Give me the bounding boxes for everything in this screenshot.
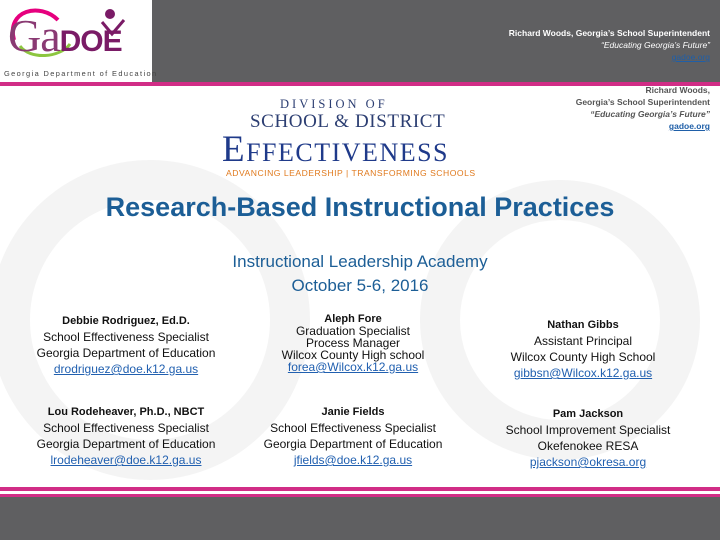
contact-card <box>10 404 242 468</box>
contact-email-link[interactable]: drodriguez@doe.k12.ga.us <box>53 362 199 376</box>
division-of-label: DIVISION OF <box>280 97 388 111</box>
contact-org: Georgia Department of Education <box>263 437 443 451</box>
contact-role: Graduation Specialist <box>295 324 411 338</box>
effectiveness-label: Effectiveness <box>222 129 450 170</box>
header-superintendent-block <box>509 27 710 63</box>
contact-card <box>498 406 678 470</box>
contact-name: Nathan Gibbs <box>547 319 619 331</box>
contact-org: Wilcox County High School <box>510 350 656 364</box>
superintendent-name-line2: Georgia’s School Superintendent <box>575 97 710 107</box>
contact-card <box>10 313 242 377</box>
contact-name: Debbie Rodriguez, Ed.D. <box>62 315 190 327</box>
superintendent-name: Richard Woods, Georgia’s School Superintendent <box>508 28 710 38</box>
contact-card <box>488 317 678 381</box>
page-title: Research-Based Instructional Practices <box>105 192 615 222</box>
contact-email-link[interactable]: gibbsn@Wilcox.k12.ga.us <box>513 366 653 380</box>
division-tagline: ADVANCING LEADERSHIP | TRANSFORMING SCHOOLS <box>226 168 476 178</box>
contact-name: Janie Fields <box>321 406 385 418</box>
contact-org: Okefenokee RESA <box>537 439 639 453</box>
logo-wordmark <box>8 6 122 72</box>
contact-role: School Effectiveness Specialist <box>43 421 209 435</box>
contact-card <box>252 313 454 373</box>
footer-bar <box>0 497 720 540</box>
header-gadoe-link[interactable]: gadoe.org <box>671 52 710 62</box>
motto-repeat: “Educating Georgia’s Future” <box>590 109 710 119</box>
logo-doe: DOE <box>59 25 122 58</box>
header-bar <box>0 0 720 82</box>
contact-org: Georgia Department of Education <box>36 346 216 360</box>
contact-email-link[interactable]: forea@Wilcox.k12.ga.us <box>287 360 419 374</box>
superintendent-block-repeat <box>576 84 710 132</box>
contact-email-link[interactable]: pjackson@okresa.org <box>529 455 647 469</box>
logo-ga: Ga <box>8 10 60 61</box>
contact-role: School Effectiveness Specialist <box>270 421 436 435</box>
contact-email-link[interactable]: lrodeheaver@doe.k12.ga.us <box>50 453 202 467</box>
contact-name: Pam Jackson <box>552 408 624 420</box>
subtitle-date: October 5-6, 2016 <box>291 276 429 295</box>
contact-role: School Effectiveness Specialist <box>43 330 209 344</box>
contact-email-link[interactable]: jfields@doe.k12.ga.us <box>293 453 413 467</box>
contact-name: Lou Rodeheaver, Ph.D., NBCT <box>47 406 205 418</box>
contact-org: Georgia Department of Education <box>36 437 216 451</box>
subtitle-academy: Instructional Leadership Academy <box>232 252 488 271</box>
logo-subtitle: Georgia Department of Education <box>4 69 158 78</box>
contact-role-secondary: Process Manager <box>305 336 401 350</box>
superintendent-name-line1: Richard Woods, <box>645 85 710 95</box>
gadoe-logo[interactable] <box>0 0 158 82</box>
header-motto: “Educating Georgia’s Future” <box>601 40 710 50</box>
contact-card <box>252 404 454 468</box>
school-district-label: SCHOOL & DISTRICT <box>250 111 446 132</box>
contact-role: Assistant Principal <box>533 334 633 348</box>
gadoe-link-repeat[interactable]: gadoe.org <box>668 121 710 131</box>
contact-org: Wilcox County High school <box>281 348 425 362</box>
contact-name: Aleph Fore <box>324 313 382 325</box>
contact-role: School Improvement Specialist <box>505 423 671 437</box>
